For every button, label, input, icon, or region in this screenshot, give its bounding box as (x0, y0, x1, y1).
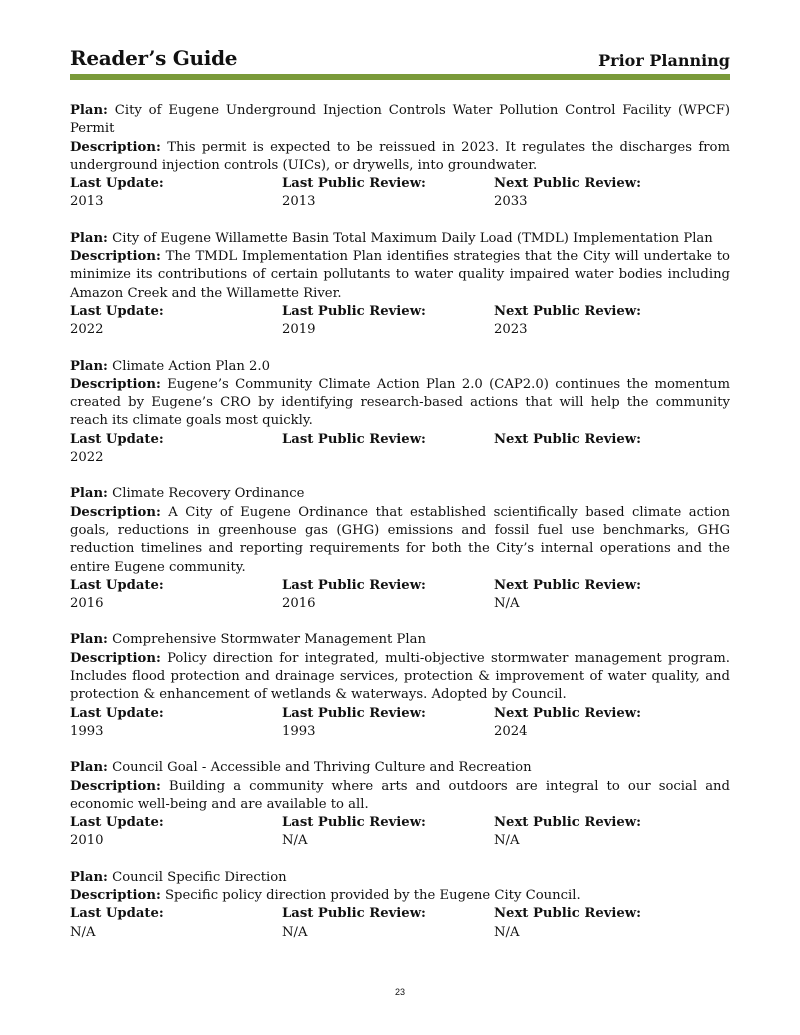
last-public-review-value: 1993 (282, 723, 316, 739)
description-text: Building a community where arts and outdoors are integral to our social and economic well-being and are available to all. (70, 778, 730, 812)
last-update-label: Last Update: (70, 705, 164, 721)
description-label: Description: (70, 887, 161, 903)
page-header (70, 46, 730, 74)
last-update-value: 2010 (70, 833, 104, 849)
next-public-review-value: 2024 (494, 723, 528, 739)
plan-label: Plan: (70, 486, 108, 502)
plan-entry (70, 485, 730, 613)
review-values-row (70, 924, 730, 942)
description-text: The TMDL Implementation Plan identifies strategies that the City will undertake to minimize its contributions of certain pollutants to water quality impaired water bodies including Amazon Creek and the Willamette River. (70, 249, 730, 301)
plan-label: Plan: (70, 632, 108, 648)
last-update-value: 2013 (70, 194, 104, 210)
description-line (70, 504, 730, 577)
description-label: Description: (70, 376, 161, 392)
plan-list (70, 102, 730, 960)
description-label: Description: (70, 778, 161, 794)
next-public-review-value: N/A (494, 833, 520, 849)
description-text: A City of Eugene Ordinance that established scientifically based climate action goals, reductions in greenhouse gas (GHG) emissions and fossil fuel use benchmarks, GHG reduction timelines and reporting requirements for both the City’s internal operations and the entire Eugene community. (70, 504, 730, 575)
review-values-row (70, 449, 730, 467)
review-labels-row (70, 814, 730, 832)
last-public-review-value: N/A (282, 833, 308, 849)
plan-label: Plan: (70, 760, 108, 776)
last-public-review-value (282, 449, 494, 467)
review-labels-row (70, 705, 730, 723)
last-update-value: 2016 (70, 596, 104, 612)
last-public-review-value: 2016 (282, 596, 316, 612)
section-title: Prior Planning (598, 51, 730, 70)
description-line (70, 778, 730, 815)
plan-label: Plan: (70, 869, 108, 885)
review-values-row (70, 832, 730, 850)
next-public-review-value: 2023 (494, 322, 528, 338)
last-update-value: 2022 (70, 322, 104, 338)
header-rule (70, 74, 730, 80)
last-public-review-label: Last Public Review: (282, 705, 426, 721)
plan-line (70, 759, 730, 777)
guide-title: Reader’s Guide (70, 46, 238, 70)
next-public-review-value: 2033 (494, 194, 528, 210)
plan-line (70, 102, 730, 139)
last-update-label: Last Update: (70, 176, 164, 192)
review-values-row (70, 321, 730, 339)
description-label: Description: (70, 139, 161, 155)
description-line (70, 376, 730, 431)
review-labels-row (70, 175, 730, 193)
next-public-review-value: N/A (494, 924, 520, 940)
plan-entry (70, 869, 730, 942)
description-label: Description: (70, 504, 161, 520)
description-line (70, 887, 730, 905)
next-public-review-label: Next Public Review: (494, 577, 641, 593)
plan-name: City of Eugene Underground Injection Controls Water Pollution Control Facility (WPCF) Permit (70, 103, 730, 137)
last-public-review-label: Last Public Review: (282, 176, 426, 192)
last-update-value: 1993 (70, 723, 104, 739)
description-label: Description: (70, 249, 161, 265)
description-text: This permit is expected to be reissued in 2023. It regulates the discharges from underground injection controls (UICs), or drywells, into groundwater. (70, 139, 730, 173)
plan-entry (70, 230, 730, 340)
plan-entry (70, 102, 730, 212)
last-update-label: Last Update: (70, 906, 164, 922)
last-public-review-label: Last Public Review: (282, 815, 426, 831)
last-public-review-value: N/A (282, 924, 308, 940)
plan-line (70, 869, 730, 887)
plan-entry (70, 631, 730, 741)
plan-name: Climate Action Plan 2.0 (112, 358, 270, 374)
description-label: Description: (70, 650, 161, 666)
plan-name: Comprehensive Stormwater Management Plan (112, 632, 426, 648)
review-labels-row (70, 303, 730, 321)
description-line (70, 650, 730, 705)
review-values-row (70, 595, 730, 613)
review-labels-row (70, 905, 730, 923)
next-public-review-label: Next Public Review: (494, 906, 641, 922)
review-labels-row (70, 577, 730, 595)
next-public-review-value: N/A (494, 596, 520, 612)
last-public-review-label: Last Public Review: (282, 431, 426, 447)
next-public-review-label: Next Public Review: (494, 176, 641, 192)
plan-label: Plan: (70, 358, 108, 374)
last-public-review-value: 2019 (282, 322, 316, 338)
description-line (70, 248, 730, 303)
plan-name: City of Eugene Willamette Basin Total Maximum Daily Load (TMDL) Implementation Plan (112, 230, 713, 246)
last-update-value: N/A (70, 924, 96, 940)
description-text: Eugene’s Community Climate Action Plan 2.0 (CAP2.0) continues the momentum created by Eugene’s CRO by identifying research-based actions that will help the community reach its climate goals most quickly. (70, 376, 730, 429)
last-public-review-value: 2013 (282, 194, 316, 210)
last-update-label: Last Update: (70, 577, 164, 593)
plan-line (70, 230, 730, 248)
plan-name: Council Specific Direction (112, 869, 287, 885)
page-number: 23 (394, 987, 405, 997)
plan-entry (70, 358, 730, 468)
last-update-label: Last Update: (70, 303, 164, 319)
review-values-row (70, 723, 730, 741)
plan-line (70, 631, 730, 649)
plan-name: Council Goal - Accessible and Thriving Culture and Recreation (112, 760, 532, 776)
next-public-review-label: Next Public Review: (494, 303, 641, 319)
plan-line (70, 485, 730, 503)
last-public-review-label: Last Public Review: (282, 303, 426, 319)
last-update-label: Last Update: (70, 431, 164, 447)
last-update-label: Last Update: (70, 815, 164, 831)
plan-name: Climate Recovery Ordinance (112, 486, 305, 502)
plan-label: Plan: (70, 103, 108, 118)
plan-label: Plan: (70, 230, 108, 246)
next-public-review-label: Next Public Review: (494, 815, 641, 831)
next-public-review-label: Next Public Review: (494, 431, 641, 447)
last-update-value: 2022 (70, 450, 104, 466)
description-text: Specific policy direction provided by the Eugene City Council. (165, 887, 581, 903)
last-public-review-label: Last Public Review: (282, 906, 426, 922)
description-line (70, 139, 730, 176)
next-public-review-label: Next Public Review: (494, 705, 641, 721)
next-public-review-value (494, 449, 730, 467)
review-values-row (70, 193, 730, 211)
review-labels-row (70, 431, 730, 449)
plan-line (70, 358, 730, 376)
plan-entry (70, 759, 730, 850)
description-text: Policy direction for integrated, multi-objective stormwater management program. Includes flood protection and drainage services, protection & improvement of water quality, and protection & enhancement of wetlands & waterways. Adopted by Council. (70, 650, 730, 703)
last-public-review-label: Last Public Review: (282, 577, 426, 593)
